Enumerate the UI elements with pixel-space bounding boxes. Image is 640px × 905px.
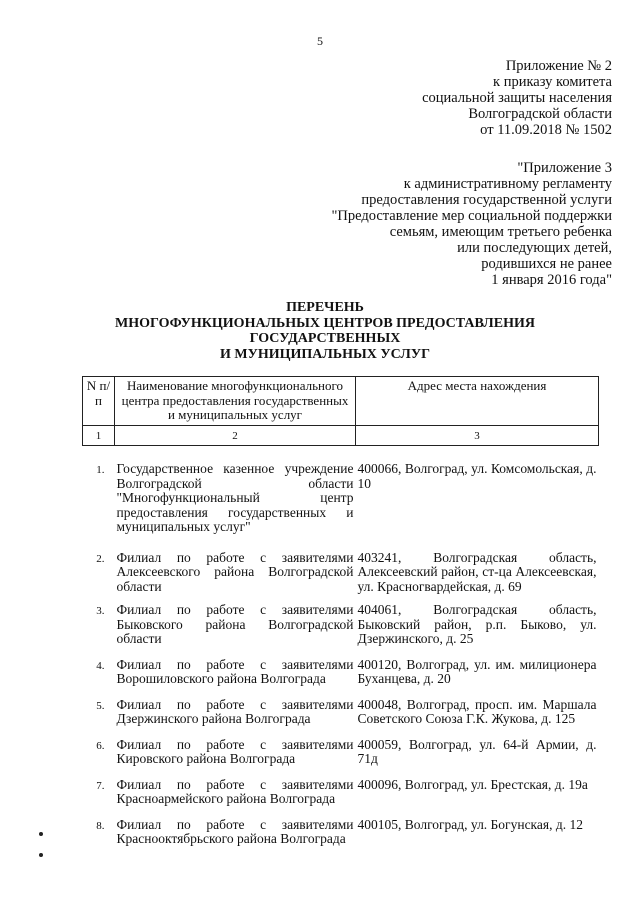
mfc-name: Филиал по работе с заявителями Красноармейского района Волгограда (116, 776, 354, 806)
appendix-2-line: от 11.09.2018 № 1502 (480, 122, 612, 138)
table-row (83, 778, 599, 807)
column-number-3: 3 (356, 425, 599, 446)
mfc-name: Филиал по работе с заявителями Дзержинского района Волгограда (116, 696, 354, 726)
mfc-address: 400105, Волгоград, ул. Богунская, д. 12 (357, 816, 583, 832)
margin-dot-mark (39, 832, 43, 836)
table-row (83, 738, 599, 767)
appendix-2-line: социальной защиты населения (422, 90, 612, 106)
title-line: И МУНИЦИПАЛЬНЫХ УСЛУГ (219, 346, 431, 362)
table-column-numbers-row (83, 425, 599, 446)
appendix-2-line: к приказу комитета (493, 74, 612, 90)
appendix-3-line: или последующих детей, (457, 240, 612, 256)
mfc-name: Филиал по работе с заявителями Краснооктябрьского района Волгограда (116, 816, 354, 846)
appendix-3-line: 1 января 2016 года" (491, 272, 612, 288)
table-row (83, 658, 599, 687)
appendix-3-line: "Предоставление мер социальной поддержки (331, 208, 612, 224)
row-number: 2. (96, 552, 105, 565)
table-row (83, 462, 599, 535)
header-name: Наименование многофункционального центра предоставления государственных и муниципальных услуг (115, 377, 356, 426)
table-header-row (83, 377, 599, 426)
mfc-address: 400048, Волгоград, просп. им. Маршала Советского Союза Г.К. Жукова, д. 125 (357, 696, 597, 726)
column-number-2: 2 (115, 425, 356, 446)
row-number: 5. (96, 699, 105, 712)
appendix-3-line: семьям, имеющим третьего ребенка (389, 224, 612, 240)
appendix-2-line: Волгоградской области (468, 106, 612, 122)
mfc-address: 400096, Волгоград, ул. Брестская, д. 19а (357, 776, 588, 792)
mfc-name: Филиал по работе с заявителями Алексеевского района Волгоградской области (116, 549, 354, 594)
row-number: 4. (96, 659, 105, 672)
table-row (83, 603, 599, 647)
mfc-name: Филиал по работе с заявителями Быковского района Волгоградской области (116, 602, 354, 646)
table-row (83, 698, 599, 727)
mfc-name: Филиал по работе с заявителями Кировского района Волгограда (116, 736, 354, 766)
row-number: 7. (96, 779, 105, 792)
title-line: ГОСУДАРСТВЕННЫХ (249, 331, 401, 346)
mfc-table (82, 376, 599, 847)
appendix-2-block (422, 58, 612, 138)
document-title (90, 300, 560, 362)
row-number: 1. (96, 464, 105, 476)
table-row (83, 818, 599, 847)
header-number: N п/п (83, 377, 115, 426)
appendix-2-line: Приложение № 2 (505, 58, 612, 74)
appendix-3-line: родившихся не ранее (481, 256, 612, 272)
mfc-address: 404061, Волгоградская область, Быковский район, р.п. Быково, ул. Дзержинского, д. 25 (357, 602, 597, 646)
appendix-3-block (331, 160, 612, 288)
row-number: 8. (96, 819, 105, 832)
mfc-name: Государственное казенное учреждение Волгоградской области "Многофункциональный центр предоставления государственных и муниципальных услуг" (116, 461, 354, 534)
mfc-address: 400059, Волгоград, ул. 64-й Армии, д. 71д (357, 736, 597, 766)
margin-dot-mark (39, 853, 43, 857)
mfc-address: 403241, Волгоградская область, Алексеевский район, ст-ца Алексеевская, ул. Красногвардейская, д. 69 (357, 549, 597, 594)
mfc-name: Филиал по работе с заявителями Ворошиловского района Волгограда (116, 656, 354, 686)
row-number: 3. (96, 605, 105, 617)
table-row (83, 551, 599, 595)
appendix-3-line: "Приложение 3 (517, 160, 612, 176)
appendix-3-line: к административному регламенту (403, 176, 612, 192)
row-number: 6. (96, 739, 105, 752)
appendix-3-line: предоставления государственной услуги (361, 192, 612, 208)
mfc-address: 400066, Волгоград, ул. Комсомольская, д. 10 (357, 461, 597, 491)
mfc-address: 400120, Волгоград, ул. им. милиционера Буханцева, д. 20 (357, 656, 597, 686)
page-number: 5 (317, 34, 323, 48)
column-number-1: 1 (83, 425, 115, 446)
header-address: Адрес места нахождения (356, 377, 599, 426)
title-line: МНОГОФУНКЦИОНАЛЬНЫХ ЦЕНТРОВ ПРЕДОСТАВЛЕНИЯ (115, 315, 535, 331)
title-line: ПЕРЕЧЕНЬ (286, 300, 364, 315)
